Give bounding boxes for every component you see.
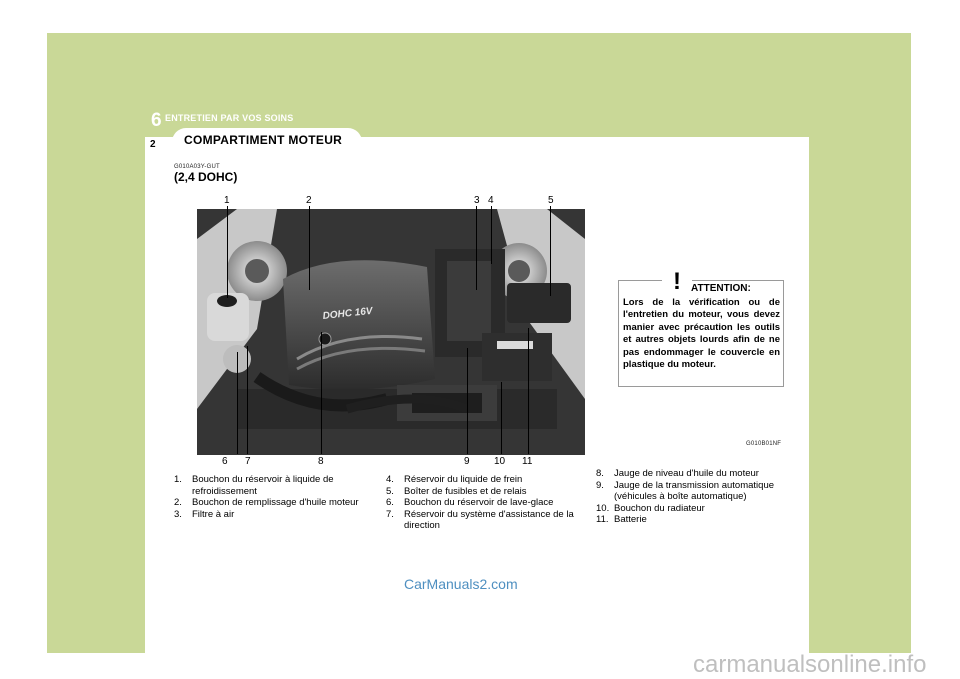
- legend-column-2: [386, 474, 578, 532]
- list-item: 1. Bouchon du réservoir à liquide de refroidissement: [174, 474, 334, 497]
- figure-subtitle: (2,4 DOHC): [174, 170, 238, 184]
- callout-line-6: [237, 352, 238, 454]
- attention-title: ATTENTION:: [691, 283, 751, 294]
- chapter-number: 6: [151, 110, 162, 131]
- attention-text: Lors de la vérification ou de l'entretien du moteur, vous devez manier avec précaution les outils et autres objets lourds afin de ne pas endommager le couvercle en plastique du moteur.: [623, 297, 780, 371]
- chapter-title: ENTRETIEN PAR VOS SOINS: [165, 113, 294, 123]
- page-number: 2: [150, 139, 156, 150]
- warning-icon: [662, 267, 692, 293]
- engine-cover-label: DOHC 16V: [322, 305, 374, 322]
- svg-text:!: !: [673, 268, 681, 293]
- list-item: 9. Jauge de la transmission automatique (véhicules à boîte automatique): [596, 479, 775, 503]
- legend-column-3: [596, 468, 788, 526]
- callout-line-4: [491, 206, 492, 264]
- callout-line-9: [467, 348, 468, 454]
- callout-line-11: [528, 328, 529, 454]
- list-item: 11. Batterie: [596, 514, 647, 526]
- legend-column-1: [174, 474, 366, 520]
- figure-code: G010A03Y-GUT: [174, 164, 220, 170]
- list-item: 6. Bouchon du réservoir de lave-glace: [386, 497, 554, 509]
- watermark-link[interactable]: CarManuals2.com: [404, 576, 518, 592]
- callout-line-2: [309, 206, 310, 290]
- callout-line-3: [476, 206, 477, 290]
- callout-6: 6: [222, 456, 228, 467]
- list-item: 10. Bouchon du radiateur: [596, 502, 705, 514]
- callout-8: 8: [318, 456, 324, 467]
- image-code: G010B01NF: [746, 441, 782, 447]
- callout-4: 4: [488, 195, 494, 206]
- list-item: 3. Filtre à air: [174, 508, 235, 520]
- callout-line-10: [501, 382, 502, 454]
- callout-11: 11: [522, 456, 533, 467]
- list-item: 2. Bouchon de remplissage d'huile moteur: [174, 497, 359, 509]
- callout-line-5: [550, 206, 551, 296]
- list-item: 8. Jauge de niveau d'huile du moteur: [596, 468, 759, 479]
- callout-line-8: [321, 332, 322, 454]
- callout-9: 9: [464, 456, 470, 467]
- engine-compartment-image: [197, 209, 585, 455]
- list-item: 4. Réservoir du liquide de frein: [386, 474, 523, 485]
- list-item: 5. Boîter de fusibles et de relais: [386, 485, 527, 497]
- footer-watermark: carmanualsonline.info: [693, 651, 927, 678]
- callout-5: 5: [548, 195, 554, 206]
- callout-1: 1: [224, 195, 230, 206]
- callout-line-1: [227, 206, 228, 298]
- callout-2: 2: [306, 195, 312, 206]
- section-title: COMPARTIMENT MOTEUR: [184, 133, 343, 147]
- callout-10: 10: [494, 456, 506, 467]
- callout-7: 7: [245, 456, 251, 467]
- callout-3: 3: [474, 195, 480, 206]
- list-item: 7. Réservoir du système d'assistance de la direction: [386, 508, 574, 532]
- attention-box: [618, 268, 784, 387]
- callout-line-7: [247, 346, 248, 454]
